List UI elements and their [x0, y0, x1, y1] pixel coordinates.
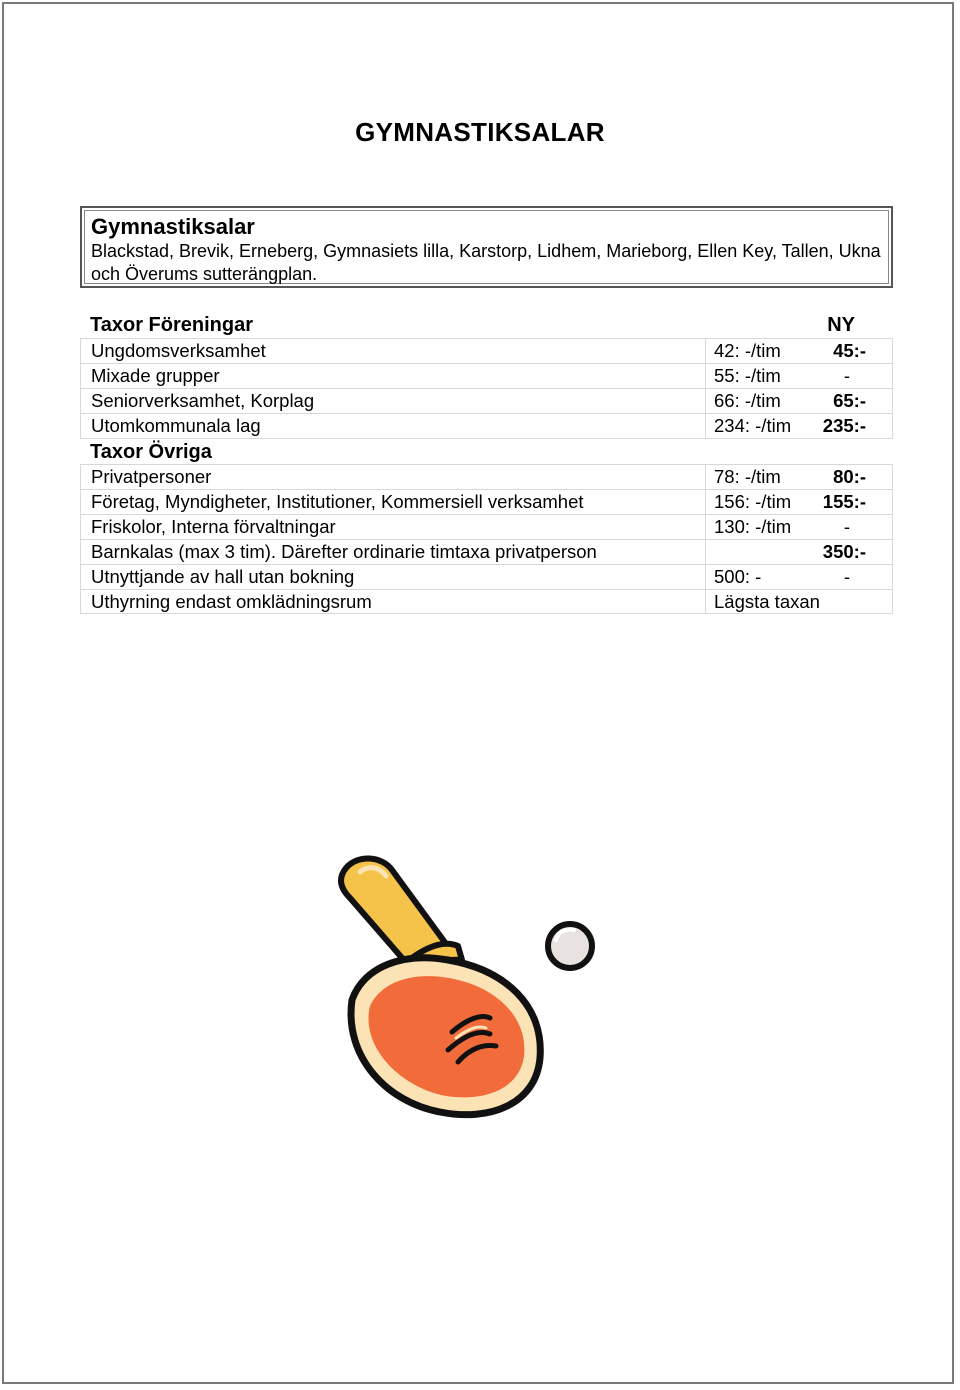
- ping-pong-paddle-icon: [330, 848, 600, 1130]
- rate-label: Företag, Myndigheter, Institutioner, Kommersiell verksamhet: [91, 491, 584, 512]
- table-row: [80, 388, 893, 413]
- table-row: [80, 338, 893, 363]
- table-row: [80, 539, 893, 564]
- new-rate: 350:-: [822, 541, 866, 562]
- rate-label: Uthyrning endast omklädningsrum: [91, 591, 372, 612]
- section-header-foreningar: [80, 312, 893, 338]
- new-rate: -: [843, 365, 850, 386]
- old-rate: 42: -/tim: [714, 340, 781, 361]
- old-rate: Lägsta taxan: [714, 591, 820, 612]
- section-title: Taxor Övriga: [90, 441, 212, 463]
- old-rate: 66: -/tim: [714, 390, 781, 411]
- new-rate: 45:-: [833, 340, 866, 361]
- new-rate: -: [843, 516, 850, 537]
- table-row: [80, 363, 893, 388]
- rate-label: Utnyttjande av hall utan bokning: [91, 566, 355, 587]
- venue-heading: Gymnastiksalar: [91, 214, 255, 239]
- rate-label: Ungdomsverksamhet: [91, 340, 266, 361]
- new-rate: 80:-: [833, 466, 866, 487]
- page-title: GYMNASTIKSALAR: [355, 117, 605, 147]
- old-rate: 78: -/tim: [714, 466, 781, 487]
- rate-label: Barnkalas (max 3 tim). Därefter ordinarie timtaxa privatperson: [91, 541, 597, 562]
- old-rate: 234: -/tim: [714, 415, 792, 436]
- table-row: [80, 589, 893, 614]
- section-title: Taxor Föreningar: [90, 314, 253, 336]
- table-row: [80, 464, 893, 489]
- new-rate: 155:-: [822, 491, 866, 512]
- venue-box: [80, 206, 893, 288]
- new-rate: -: [843, 566, 850, 587]
- table-row: [80, 514, 893, 539]
- rate-label: Mixade grupper: [91, 365, 220, 386]
- new-column-header: NY: [827, 314, 855, 336]
- rate-label: Privatpersoner: [91, 466, 212, 487]
- table-row: [80, 564, 893, 589]
- new-rate: 65:-: [833, 390, 866, 411]
- venue-list: Blackstad, Brevik, Erneberg, Gymnasiets lilla, Karstorp, Lidhem, Marieborg, Ellen Key, Tallen, Ukna och Överums sutterängplan.: [91, 241, 881, 284]
- rate-label: Friskolor, Interna förvaltningar: [91, 516, 336, 537]
- table-row: [80, 489, 893, 514]
- rates-table: [80, 312, 893, 614]
- rate-label: Seniorverksamhet, Korplag: [91, 390, 315, 411]
- table-row: [80, 413, 893, 438]
- section-header-ovriga: [80, 438, 893, 464]
- rate-label: Utomkommunala lag: [91, 415, 261, 436]
- old-rate: 500: -: [714, 566, 762, 587]
- old-rate: 156: -/tim: [714, 491, 792, 512]
- old-rate: 130: -/tim: [714, 516, 792, 537]
- old-rate: 55: -/tim: [714, 365, 781, 386]
- new-rate: 235:-: [822, 415, 866, 436]
